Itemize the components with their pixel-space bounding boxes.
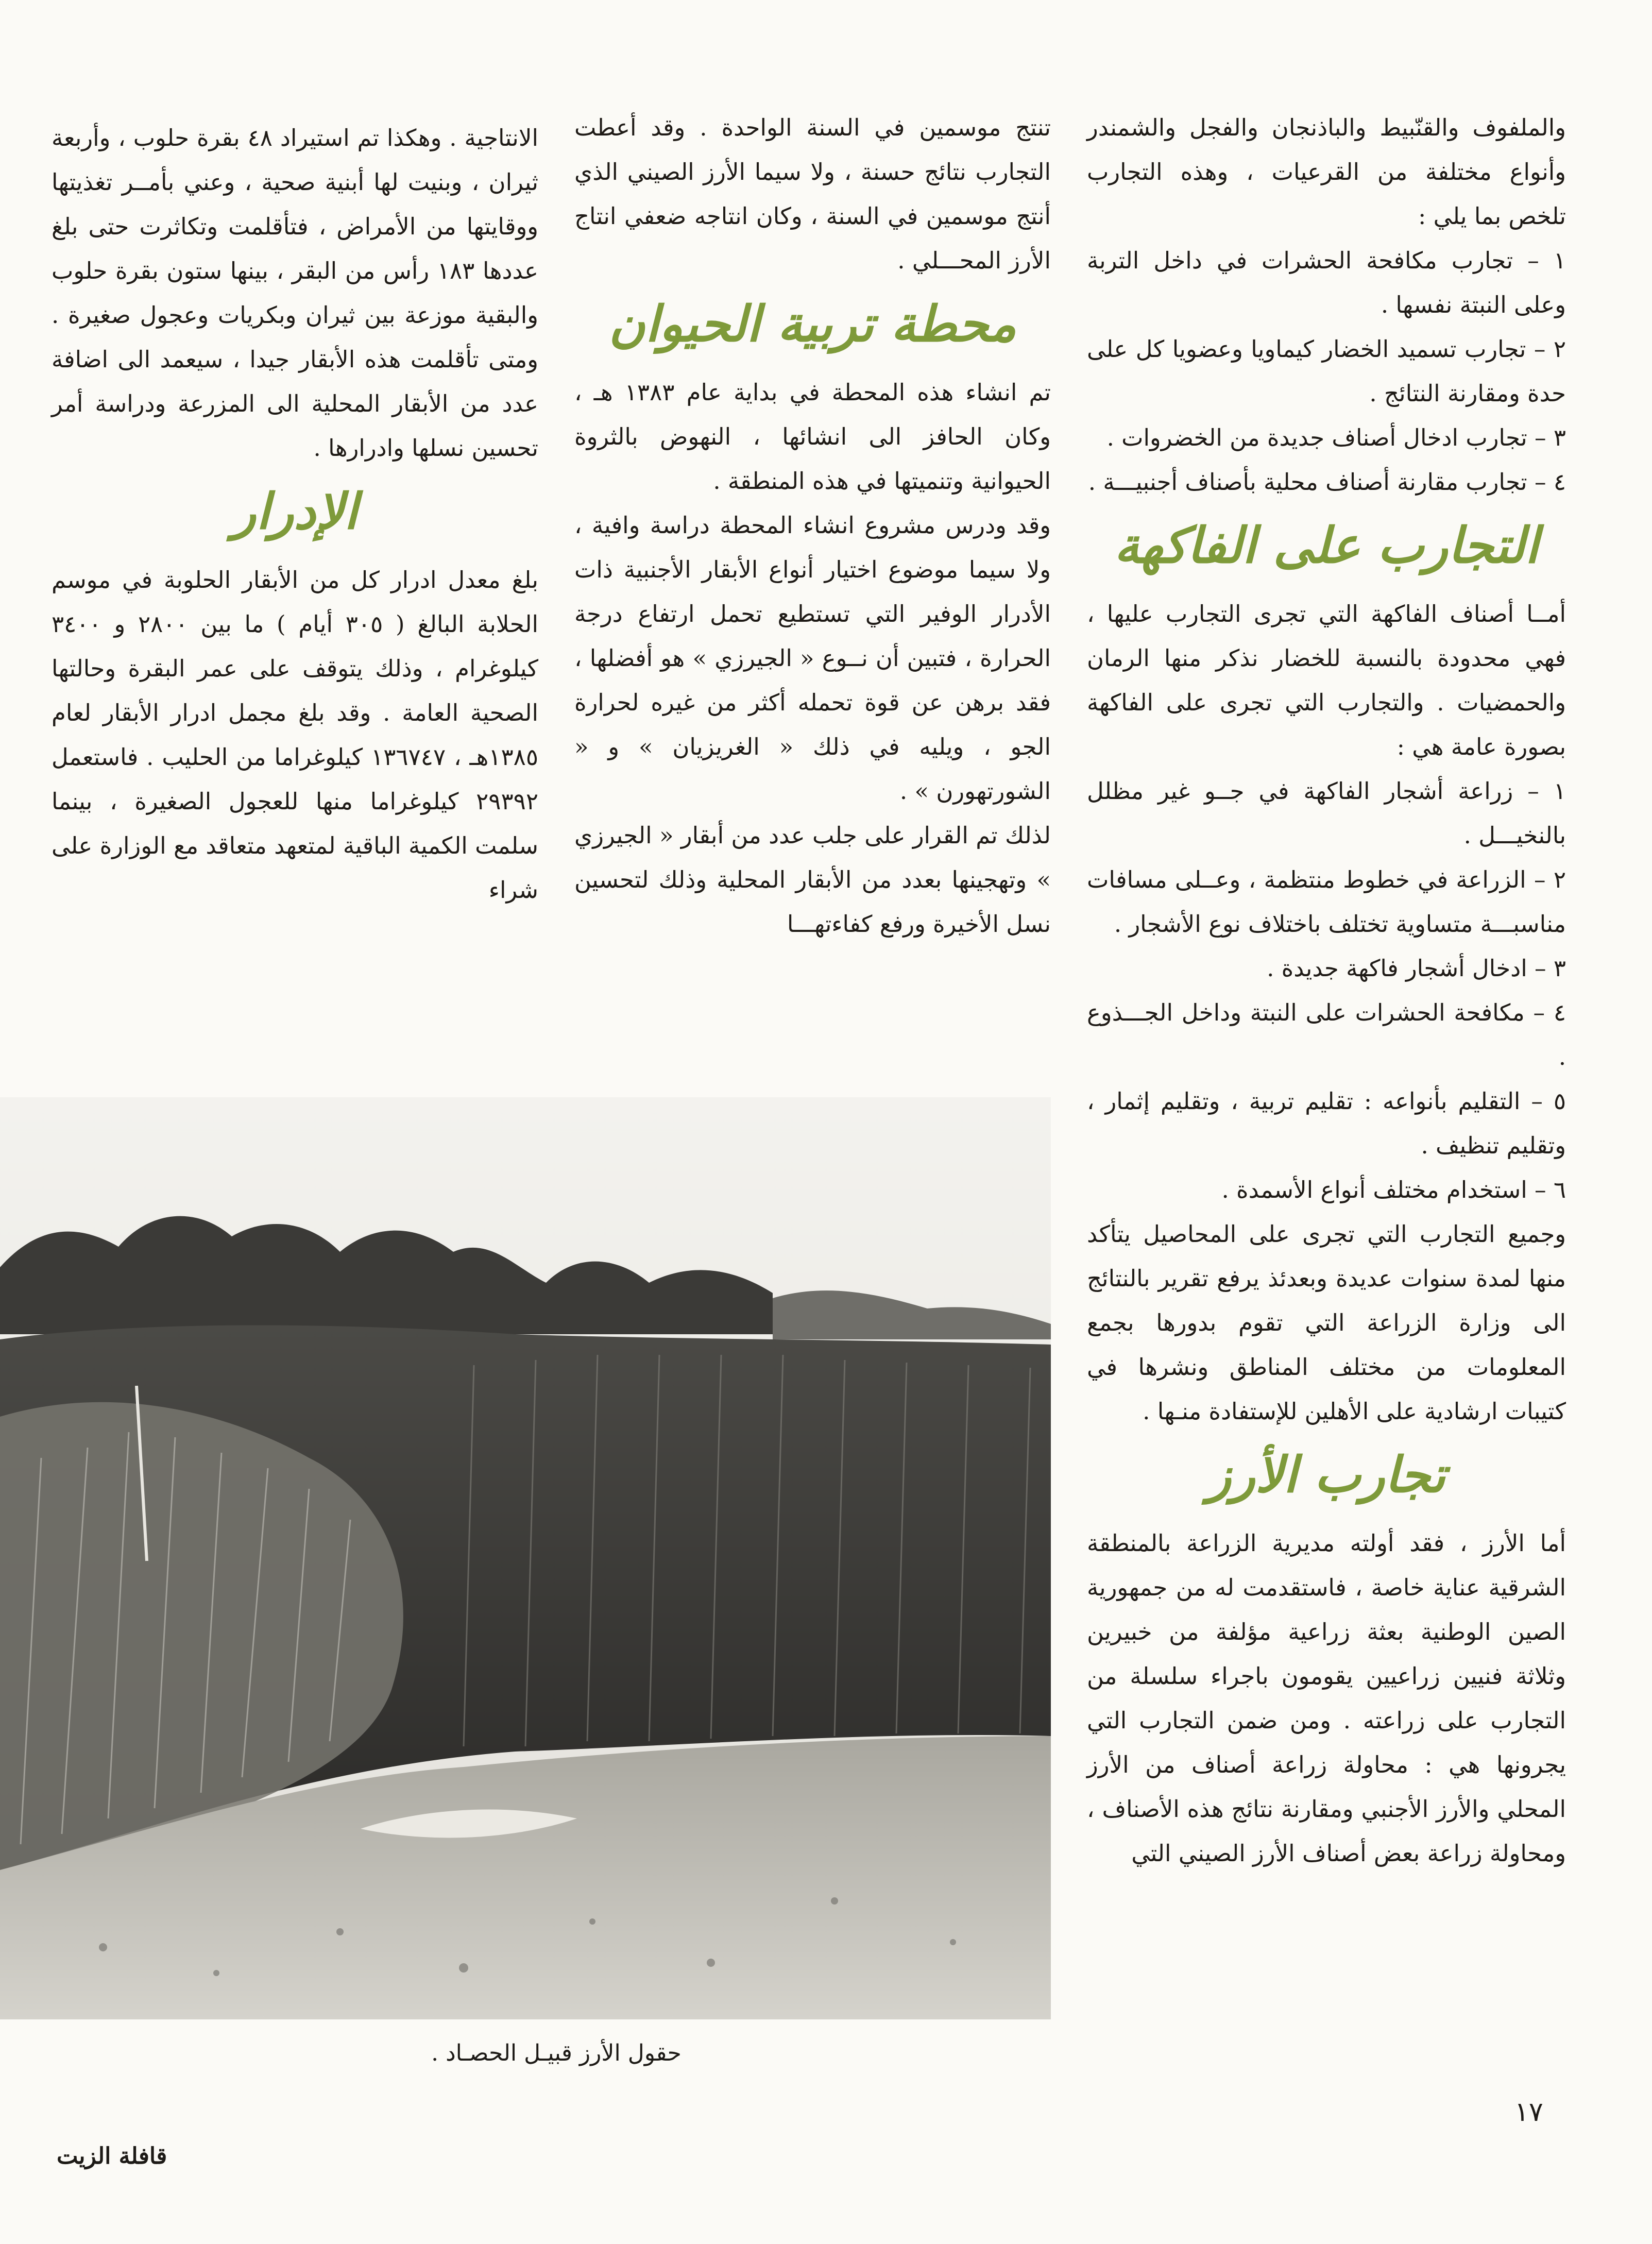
list-item: ٤ – مكافحة الحشرات على النبتة وداخل الجـــذوع . xyxy=(1087,999,1566,1070)
fruit-heading: التجارب على الفاكهة xyxy=(1114,516,1539,574)
rice-field-photo xyxy=(0,1097,1051,2019)
list-item: ١ – زراعة أشجار الفاكهة في جــو غير مظلل بالنخيـــل . xyxy=(1087,777,1566,849)
list-item: ١ – تجارب مكافحة الحشرات في داخل التربة وعلى النبتة نفسها . xyxy=(1087,247,1566,318)
list-item: ٢ – تجارب تسميد الخضار كيماويا وعضويا كل على حدة ومقارنة النتائج . xyxy=(1087,335,1566,407)
list-item: ٦ – استخدام مختلف أنواع الأسمدة . xyxy=(1221,1176,1566,1203)
rice-continuation: تنتج موسمين في السنة الواحدة . وقد أعطت التجارب نتائج حسنة ، ولا سيما الأرز الصيني الذي أنتج موسمين في السنة ، وكان انتاجه ضعفي انتاج الأرز المحـــلي . xyxy=(574,114,1051,274)
veg-intro: والملفوف والقنّبيط والباذنجان والفجل والشمندر وأنواع مختلفة من القرعيات ، وهذه التجارب تلخص بما يلي : xyxy=(1087,114,1566,230)
animal-paragraph-1: تم انشاء هذه المحطة في بداية عام ١٣٨٣ هـ ، وكان الحافز الى انشائها ، النهوض بالثروة الحيوانية وتنميتها في هذه المنطقة . xyxy=(574,379,1051,495)
photo-caption: حقول الأرز قبيـل الحصـاد . xyxy=(431,2040,682,2066)
animal-paragraph-3: لذلك تم القرار على جلب عدد من أبقار « الجيرزي » وتهجينها بعدد من الأبقار المحلية وذلك لتحسين نسل الأخيرة ورفع كفاءتهـــا xyxy=(574,822,1051,938)
list-item: ٥ – التقليم بأنواعه : تقليم تربية ، وتقليم إثمار ، وتقليم تنظيف . xyxy=(1087,1087,1566,1159)
column-left xyxy=(52,116,538,912)
column-middle xyxy=(574,106,1051,946)
column-right xyxy=(1087,106,1566,1876)
milk-text: بلغ معدل ادرار كل من الأبقار الحلوبة في موسم الحلابة البالغ ( ٣٠٥ أيام ) ما بين ٢٨٠٠ و ٣٤٠٠ كيلوغرام ، وذلك يتوقف على عمر البقرة وحالتها الصحية العامة . وقد بلغ مجمل ادرار الأبقار لعام ١٣٨٥هـ ، ١٣٦٧٤٧ كيلوغراما من الحليب . فاستعمل ٢٩٣٩٢ كيلوغراما منها للعجول الصغيرة ، بينما سلمت الكمية الباقية لمتعهد متعاقد مع الوزارة على شراء xyxy=(52,566,538,904)
list-item: ٣ – ادخال أشجار فاكهة جديدة . xyxy=(1267,955,1566,982)
list-item: ٣ – تجارب ادخال أصناف جديدة من الخضروات . xyxy=(1106,424,1566,451)
milk-heading: الإدرار xyxy=(232,482,358,540)
rice-heading: تجارب الأرز xyxy=(1207,1446,1446,1504)
magazine-name: قافلة الزيت xyxy=(57,2143,167,2169)
page-number: ١٧ xyxy=(1514,2097,1543,2128)
animal-paragraph-2: وقد ودرس مشروع انشاء المحطة دراسة وافية ، ولا سيما موضوع اختيار أنواع الأبقار الأجنبية ذات الأدرار الوفير التي تستطيع تحمل ارتفاع درجة الحرارة ، فتبين أن نــوع « الجيرزي » هو أفضلها ، فقد برهن عن قوة تحمله أكثر من غيره لحرارة الجو ، ويليه في ذلك « الغريزيان » و « الشورتهورن » . xyxy=(574,512,1051,805)
animal-heading: محطة تربية الحيوان xyxy=(609,295,1016,353)
fruit-intro: أمــا أصناف الفاكهة التي تجرى التجارب عليها ، فهي محدودة بالنسبة للخضار نذكر منها الرمان والحمضيات . والتجارب التي تجرى على الفاكهة بصورة عامة هي : xyxy=(1087,600,1566,760)
list-item: ٤ – تجارب مقارنة أصناف محلية بأصناف أجنبيـــة . xyxy=(1088,468,1566,496)
animal-continuation: الانتاجية . وهكذا تم استيراد ٤٨ بقرة حلوب ، وأربعة ثيران ، وبنيت لها أبنية صحية ، وعني بأمــر تغذيتها ووقايتها من الأمراض ، فتأقلمت وتكاثرت حتى بلغ عددها ١٨٣ رأس من البقر ، بينها ستون بقرة حلوب والبقية موزعة بين ثيران وبكريات وعجول صغيرة . ومتى تأقلمت هذه الأبقار جيدا ، سيعمد الى اضافة عدد من الأبقار المحلية الى المزرعة ودراسة أمر تحسين نسلها وادرارها . xyxy=(52,124,538,462)
fruit-outro: وجميع التجارب التي تجرى على المحاصيل يتأكد منها لمدة سنوات عديدة وبعدئذ يرفع تقرير بالنتائج الى وزارة الزراعة التي تقوم بدورها بجمع المعلومات من مختلف المناطق ونشرها في كتيبات ارشادية على الأهلين للإستفادة منـها . xyxy=(1087,1220,1566,1425)
rice-text: أما الأرز ، فقد أولته مديرية الزراعة بالمنطقة الشرقية عناية خاصة ، فاستقدمت له من جمهورية الصين الوطنية بعثة زراعية مؤلفة من خبيرين وثلاثة فنيين زراعيين يقومون باجراء سلسلة من التجارب على زراعته . ومن ضمن التجارب التي يجرونها هي : محاولة زراعة أصناف من الأرز المحلي والأرز الأجنبي ومقارنة نتائج هذه الأصناف ، ومحاولة زراعة بعض أصناف الأرز الصيني التي xyxy=(1087,1529,1566,1867)
list-item: ٢ – الزراعة في خطوط منتظمة ، وعــلى مسافات مناسبـــة متساوية تختلف باختلاف نوع الأشجار . xyxy=(1087,866,1566,938)
